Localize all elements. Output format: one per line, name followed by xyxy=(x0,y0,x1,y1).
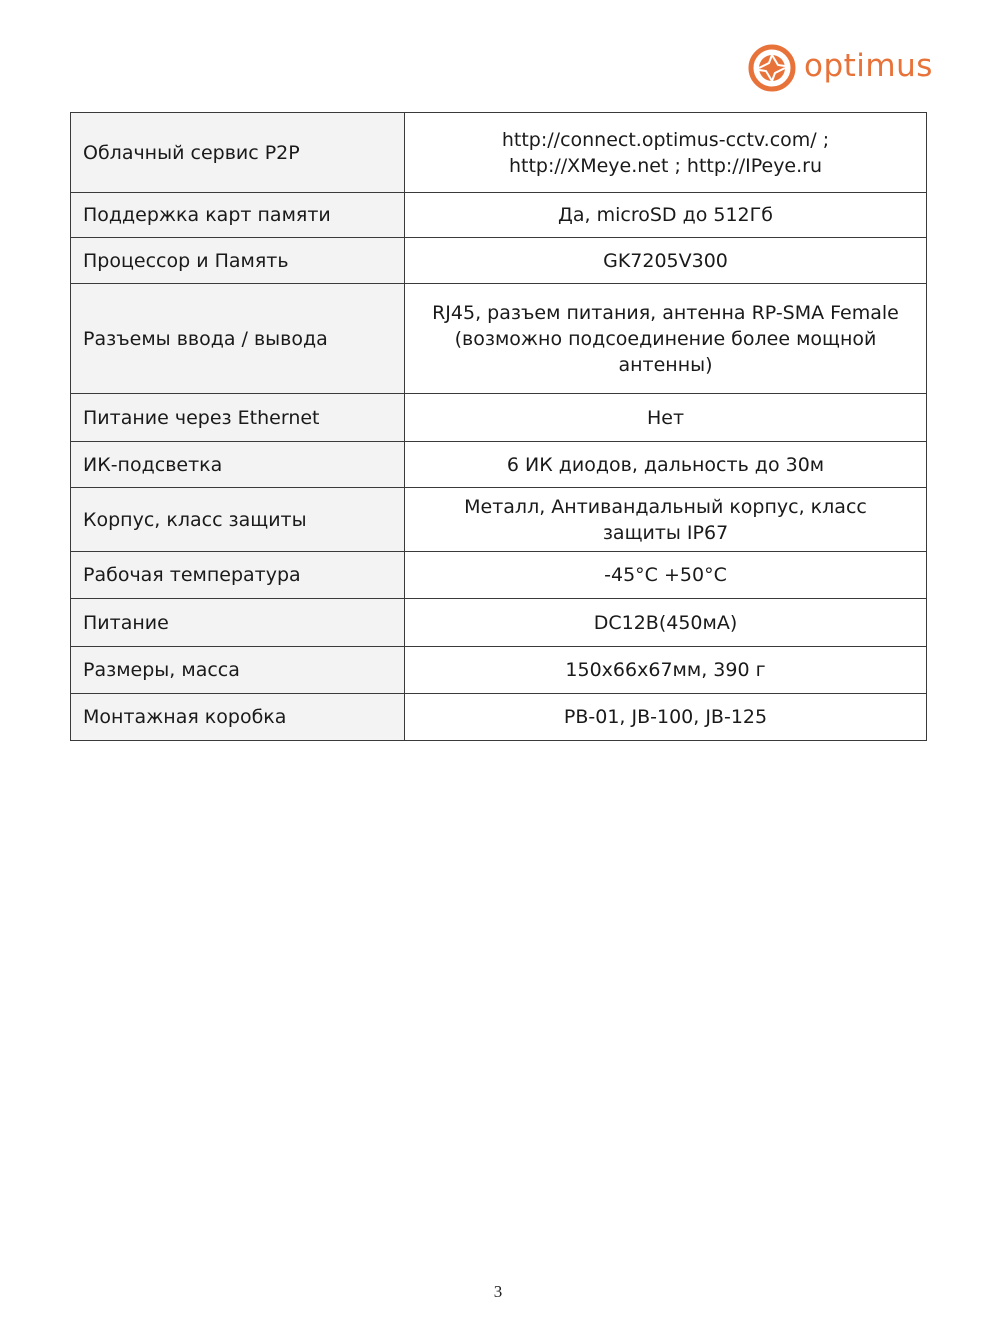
spec-label: Процессор и Память xyxy=(71,238,405,284)
table-row xyxy=(71,238,927,284)
spec-value-line: DC12В(450мА) xyxy=(593,611,738,634)
spec-label: Рабочая температура xyxy=(71,552,405,599)
optimus-logo xyxy=(748,44,933,92)
spec-label: ИК-подсветка xyxy=(71,442,405,488)
spec-value xyxy=(405,113,927,193)
spec-value xyxy=(405,599,927,647)
spec-value-line: http://XMeye.net ; http://IPeye.ru xyxy=(508,154,823,177)
spec-label: Питание xyxy=(71,599,405,647)
spec-value xyxy=(405,647,927,694)
spec-value-line: RJ45, разъем питания, антенна RP-SMA Female xyxy=(432,301,899,324)
spec-value-line: антенны) xyxy=(618,353,713,376)
spec-label: Поддержка карт памяти xyxy=(71,193,405,238)
logo-text: optimus xyxy=(804,47,933,84)
spec-value-line: Нет xyxy=(646,406,685,429)
spec-value xyxy=(405,488,927,552)
spec-label: Корпус, класс защиты xyxy=(71,488,405,552)
spec-value-line: защиты IP67 xyxy=(602,521,729,544)
table-row xyxy=(71,442,927,488)
table-row xyxy=(71,394,927,442)
spec-label: Монтажная коробка xyxy=(71,694,405,741)
spec-value-line: PB-01, JB-100, JB-125 xyxy=(563,706,768,728)
table-row xyxy=(71,599,927,647)
spec-value-line: Металл, Антивандальный корпус, класс xyxy=(464,495,867,518)
spec-value-line: -45°C +50°C xyxy=(604,564,727,586)
spec-label: Питание через Ethernet xyxy=(71,394,405,442)
spec-value xyxy=(405,694,927,741)
table-row xyxy=(71,552,927,599)
specification-table xyxy=(70,112,927,741)
spec-value xyxy=(405,238,927,284)
table-row xyxy=(71,694,927,741)
spec-label: Облачный сервис P2P xyxy=(71,113,405,193)
spec-value-line: Да, microSD до 512Гб xyxy=(558,204,773,226)
spec-value xyxy=(405,442,927,488)
spec-label: Разъемы ввода / вывода xyxy=(71,284,405,394)
page-number: 3 xyxy=(493,1282,503,1301)
table-row xyxy=(71,647,927,694)
table-row xyxy=(71,284,927,394)
spec-value-line: (возможно подсоединение более мощной xyxy=(454,327,877,350)
spec-value-line: 150x66x67мм, 390 г xyxy=(565,659,766,681)
table-row xyxy=(71,193,927,238)
spec-value-line: http://connect.optimus-cctv.com/ ; xyxy=(501,128,830,151)
spec-value xyxy=(405,284,927,394)
spec-value-line: 6 ИК диодов, дальность до 30м xyxy=(506,453,825,476)
spec-label: Размеры, масса xyxy=(71,647,405,694)
table-row xyxy=(71,488,927,552)
spec-value xyxy=(405,394,927,442)
spec-value xyxy=(405,193,927,238)
spec-value-line: GK7205V300 xyxy=(603,249,728,272)
spec-value xyxy=(405,552,927,599)
aperture-logo-icon xyxy=(748,44,796,92)
table-row xyxy=(71,113,927,193)
